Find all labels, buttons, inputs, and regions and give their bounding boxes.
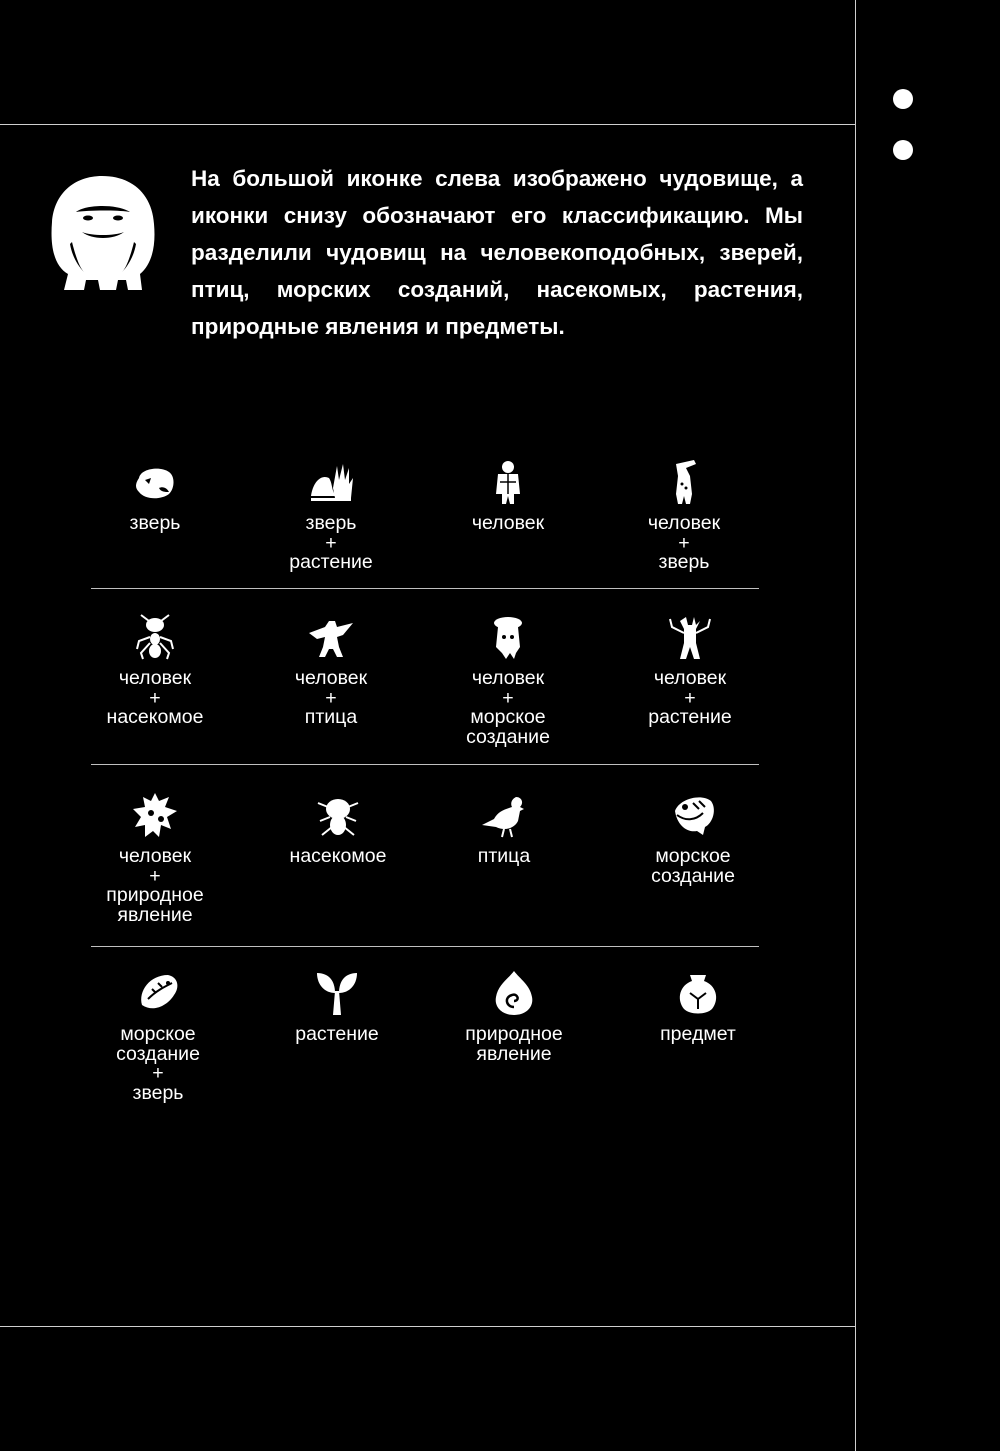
classification-item (608, 791, 778, 886)
classification-item (70, 791, 240, 925)
classification-label: морское создание + зверь (116, 1023, 200, 1104)
human-plant-icon (666, 613, 714, 661)
row-divider (91, 764, 759, 765)
classification-label: предмет (660, 1023, 736, 1045)
human-insect-icon (131, 613, 179, 661)
classification-item (599, 458, 769, 573)
classification-item (253, 791, 423, 867)
classification-label: человек + зверь (647, 512, 721, 573)
classification-item (252, 969, 422, 1045)
classification-label: птица (477, 845, 531, 867)
beast-plant-icon (307, 458, 355, 506)
plant-icon (313, 969, 361, 1017)
page-marker-dot (893, 89, 913, 109)
human-icon (484, 458, 532, 506)
beast-icon (131, 458, 179, 506)
classification-item (605, 613, 775, 728)
classification-label: зверь (129, 512, 181, 534)
classification-item (423, 613, 593, 747)
page-marker-dot (893, 140, 913, 160)
classification-item (246, 458, 416, 573)
human-beast-icon (660, 458, 708, 506)
classification-item (419, 791, 589, 867)
classification-item (423, 458, 593, 534)
classification-item (429, 969, 599, 1064)
classification-label: человек + насекомое (106, 667, 204, 728)
classification-label: насекомое (289, 845, 387, 867)
row-divider (91, 588, 759, 589)
intro-text: На большой иконке слева изображено чудовище, а иконки снизу обозначают его классификацию. Мы разделили чудовищ на человекоподобных, зверей, птиц, морских созданий, насекомых, растения, природные явления и предметы. (191, 166, 803, 339)
header-divider (0, 124, 856, 125)
sea-creature-beast-icon (134, 969, 182, 1017)
natural-phenomenon-icon (490, 969, 538, 1017)
classification-item (73, 969, 243, 1103)
classification-label: морское создание (651, 845, 735, 887)
classification-label: человек + природное явление (106, 845, 204, 926)
classification-item (613, 969, 783, 1045)
human-bird-icon (307, 613, 355, 661)
classification-label: зверь + растение (289, 512, 373, 573)
classification-label: природное явление (465, 1023, 563, 1065)
sea-creature-icon (669, 791, 717, 839)
row-divider (91, 946, 759, 947)
classification-item (70, 613, 240, 728)
classification-label: человек + морское создание (466, 667, 550, 748)
insect-icon (314, 791, 362, 839)
monster-icon (46, 174, 158, 294)
object-icon (674, 969, 722, 1017)
human-natural-phenomenon-icon (131, 791, 179, 839)
footer-divider (0, 1326, 856, 1327)
classification-label: человек + птица (294, 667, 368, 728)
classification-label: человек (471, 512, 545, 534)
classification-item (246, 613, 416, 728)
bird-icon (480, 791, 528, 839)
page-margin-vertical-line (855, 0, 856, 1451)
classification-label: растение (295, 1023, 379, 1045)
classification-item (70, 458, 240, 534)
human-sea-creature-icon (484, 613, 532, 661)
classification-label: человек + растение (648, 667, 732, 728)
